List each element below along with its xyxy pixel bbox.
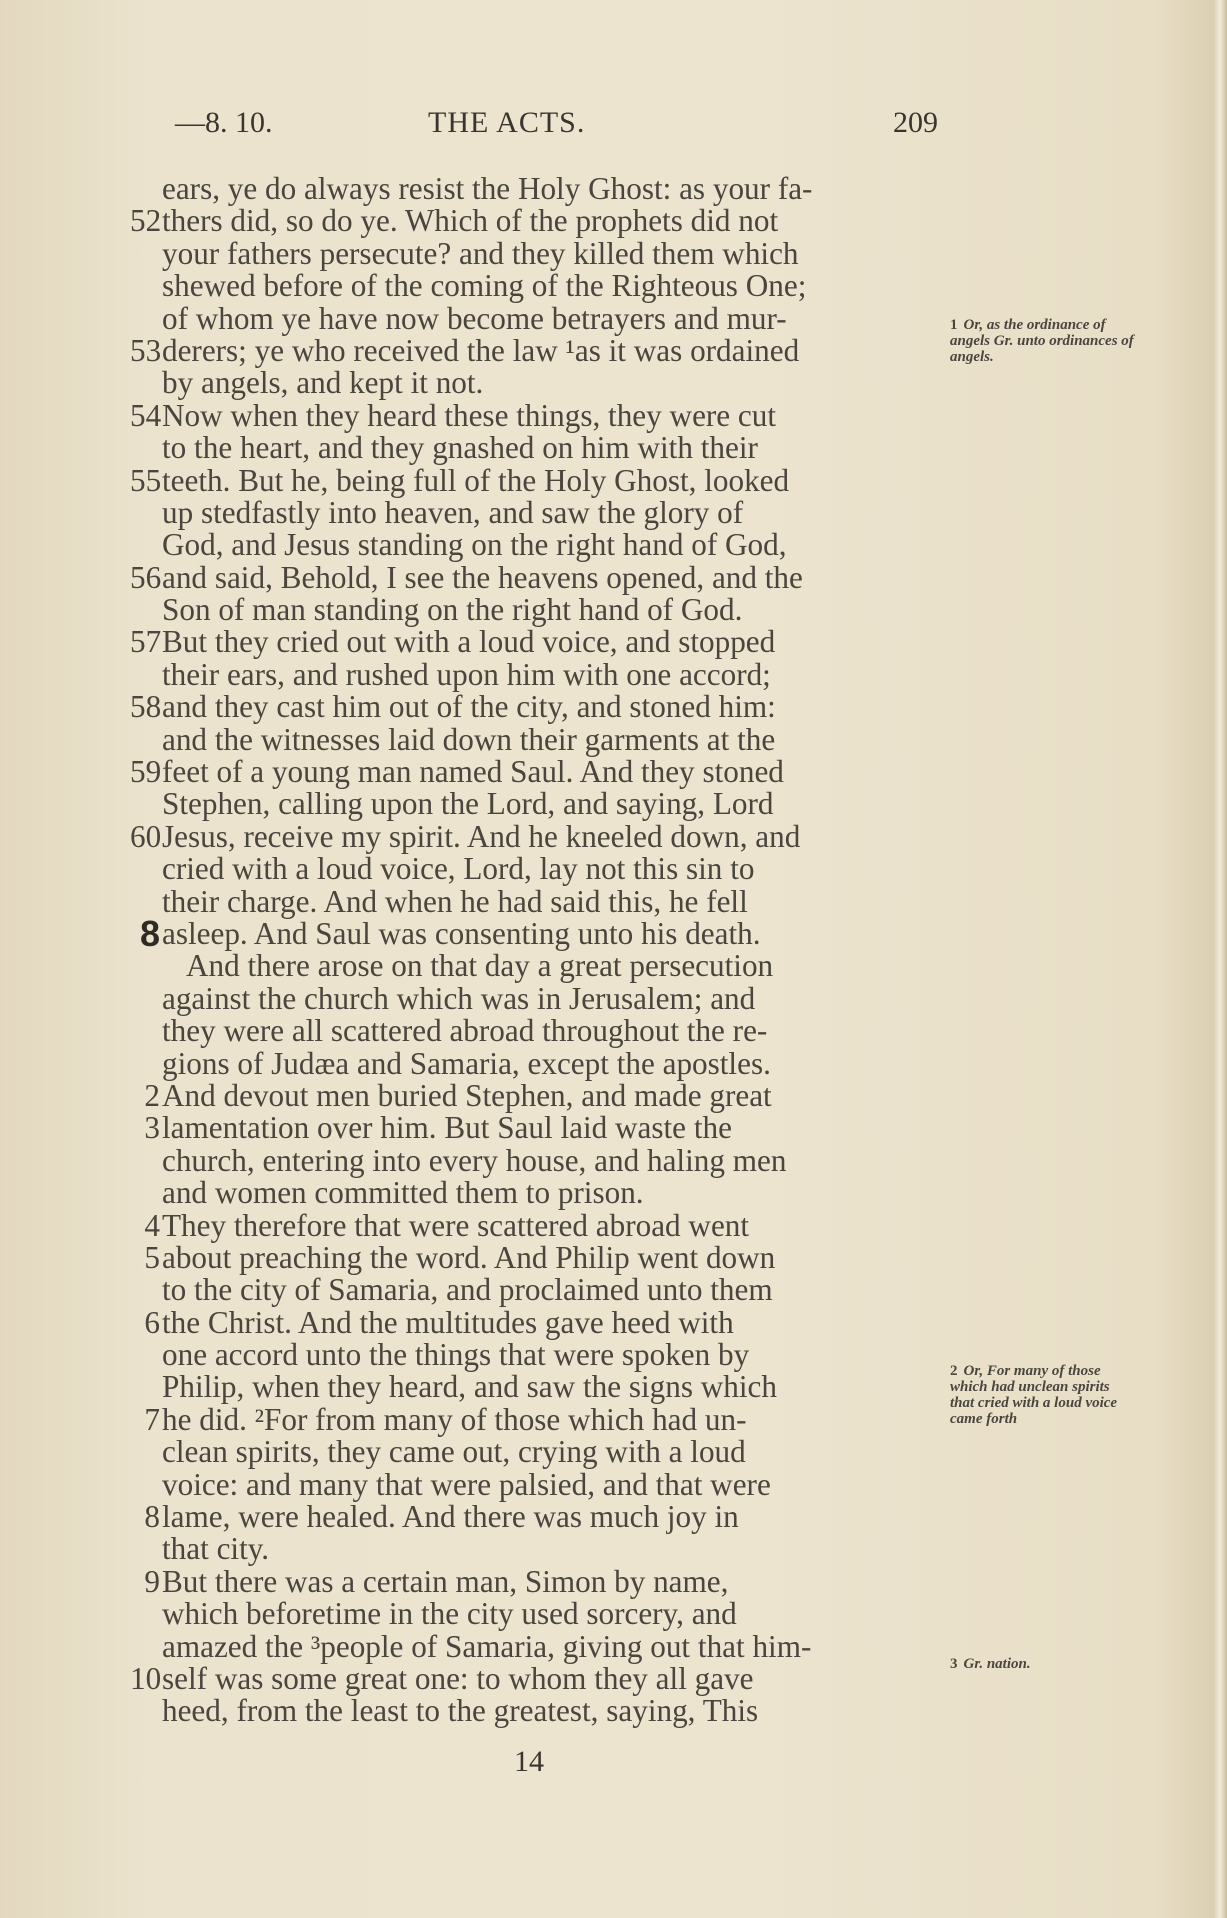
signature-mark: 14 — [514, 1745, 544, 1778]
line-text: one accord unto the things that were spoken by — [162, 1337, 750, 1373]
header-page-number: 209 — [893, 106, 938, 139]
line-text: and the witnesses laid down their garments at the — [162, 721, 776, 757]
verse-number: 56 — [130, 559, 162, 595]
margin-note-2 — [950, 1363, 1135, 1427]
line-text: lame, were healed. And there was much joy in — [162, 1499, 739, 1535]
text-line — [130, 1045, 940, 1081]
text-line — [130, 332, 940, 368]
text-line — [130, 1533, 940, 1565]
note-text: Or, For many of those which had unclean spirits that cried with a loud voice came forth — [950, 1363, 1118, 1427]
line-text: church, entering into every house, and haling men — [162, 1142, 787, 1178]
page-edge — [1213, 0, 1227, 1918]
line-text: They therefore that were scattered abroad went — [162, 1207, 750, 1243]
text-line — [130, 173, 940, 205]
line-text: which beforetime in the city used sorcery, and — [162, 1596, 737, 1632]
text-line — [130, 1466, 940, 1502]
verse-number: 3 — [144, 1110, 160, 1146]
verse-number: 53 — [130, 332, 162, 368]
line-text: their ears, and rushed upon him with one accord; — [162, 656, 771, 692]
line-text: their charge. And when he had said this, he fell — [162, 883, 748, 919]
text-line — [130, 1598, 940, 1630]
line-text: of whom ye have now become betrayers and mur- — [162, 300, 787, 336]
verse-number: 60 — [130, 818, 162, 854]
text-line — [130, 1501, 940, 1533]
text-line — [130, 756, 940, 788]
line-text: And devout men buried Stephen, and made great — [162, 1077, 772, 1113]
text-line — [130, 1371, 940, 1403]
text-line — [130, 980, 940, 1016]
line-text: and said, Behold, I see the heavens opened, and the — [162, 559, 803, 595]
text-line — [130, 691, 940, 723]
verse-number: 6 — [144, 1304, 160, 1340]
header-book-title: THE ACTS. — [428, 106, 586, 139]
line-text: about preaching the word. And Philip went down — [162, 1239, 776, 1275]
text-line — [130, 1628, 940, 1664]
text-line — [130, 1207, 940, 1243]
verse-number: 7 — [144, 1401, 160, 1437]
margin-note-3 — [950, 1656, 1135, 1672]
text-line — [130, 1015, 940, 1047]
text-line — [130, 494, 940, 530]
line-text: Jesus, receive my spirit. And he kneeled down, and — [162, 818, 801, 854]
text-line — [130, 1112, 940, 1144]
text-line — [130, 626, 940, 658]
verse-number: 8 — [144, 1499, 160, 1535]
text-line — [130, 1339, 940, 1371]
note-text: Or, as the ordinance of angels Gr. unto ordinances of angels. — [950, 317, 1134, 365]
line-text: asleep. And Saul was consenting unto his death. — [162, 915, 761, 951]
line-text: that city. — [162, 1531, 270, 1567]
text-line — [130, 853, 940, 885]
text-line — [130, 205, 940, 237]
text-line — [130, 1304, 940, 1340]
text-line — [130, 559, 940, 595]
line-text: And there arose on that day a great persecution — [186, 948, 774, 984]
verse-number: 52 — [130, 203, 162, 239]
line-text: God, and Jesus standing on the right hand of God, — [162, 527, 787, 563]
line-text: up stedfastly into heaven, and saw the glory of — [162, 494, 744, 530]
line-text: voice: and many that were palsied, and that were — [162, 1466, 771, 1502]
scripture-text — [130, 173, 940, 1728]
line-text: and women committed them to prison. — [162, 1175, 644, 1211]
line-text: amazed the ³people of Samaria, giving out that him- — [162, 1628, 812, 1664]
note-marker: 2 — [950, 1363, 958, 1379]
verse-number: 2 — [144, 1077, 160, 1113]
verse-number: 4 — [144, 1207, 160, 1243]
line-text: ears, ye do always resist the Holy Ghost: as your fa- — [162, 171, 813, 206]
line-text: cried with a loud voice, Lord, lay not this sin to — [162, 851, 755, 887]
text-line — [130, 1436, 940, 1468]
text-line — [130, 1077, 940, 1113]
text-line — [130, 367, 940, 399]
line-text: teeth. But he, being full of the Holy Ghost, looked — [162, 462, 790, 498]
line-text: and they cast him out of the city, and stoned him: — [162, 689, 776, 725]
text-line — [130, 594, 940, 626]
text-line — [130, 721, 940, 757]
verse-number: 55 — [130, 462, 162, 498]
text-line — [130, 1401, 940, 1437]
line-text: by angels, and kept it not. — [162, 365, 484, 401]
text-line — [130, 1177, 940, 1209]
line-text: clean spirits, they came out, crying with a loud — [162, 1434, 746, 1470]
text-line — [130, 788, 940, 820]
line-text: self was some great one: to whom they all gave — [162, 1660, 754, 1696]
text-line — [130, 912, 940, 954]
line-text: lamentation over him. But Saul laid waste the — [162, 1110, 732, 1146]
text-line — [130, 1563, 940, 1599]
running-header — [0, 106, 1227, 146]
line-text: thers did, so do ye. Which of the prophets did not — [162, 203, 779, 239]
line-text: against the church which was in Jerusalem; and — [162, 980, 756, 1016]
line-text: your fathers persecute? and they killed them which — [162, 235, 799, 271]
text-line — [130, 1274, 940, 1306]
verse-number: 59 — [130, 754, 162, 790]
line-text: he did. ²For from many of those which had un- — [162, 1401, 747, 1437]
text-line — [130, 950, 940, 982]
line-text: to the heart, and they gnashed on him with their — [162, 430, 758, 466]
text-line — [130, 529, 940, 561]
text-line — [130, 818, 940, 854]
text-line — [130, 883, 940, 919]
line-text: heed, from the least to the greatest, saying, This — [162, 1693, 759, 1729]
text-line — [130, 656, 940, 692]
line-text: Son of man standing on the right hand of God. — [162, 592, 743, 628]
text-line — [130, 432, 940, 464]
verse-number: 58 — [130, 689, 162, 725]
header-chapter-ref: —8. 10. — [175, 106, 273, 139]
line-text: Now when they heard these things, they were cut — [162, 397, 777, 433]
line-text: derers; ye who received the law ¹as it was ordained — [162, 332, 800, 368]
note-text: Gr. nation. — [963, 1656, 1031, 1672]
text-line — [130, 235, 940, 271]
verse-number: 57 — [130, 624, 162, 660]
line-text: feet of a young man named Saul. And they stoned — [162, 754, 784, 790]
line-text: Philip, when they heard, and saw the signs which — [162, 1369, 777, 1405]
verse-number: 54 — [130, 397, 162, 433]
text-line — [130, 462, 940, 498]
line-text: to the city of Samaria, and proclaimed unto them — [162, 1272, 773, 1308]
verse-number: 10 — [130, 1660, 162, 1696]
line-text: shewed before of the coming of the Righteous One; — [162, 268, 807, 304]
line-text: gions of Judæa and Samaria, except the apostles. — [162, 1045, 771, 1081]
note-marker: 1 — [950, 317, 958, 333]
line-text: the Christ. And the multitudes gave heed with — [162, 1304, 734, 1340]
chapter-number: 8 — [139, 912, 160, 954]
margin-note-1 — [950, 317, 1135, 365]
verse-number: 9 — [144, 1563, 160, 1599]
text-line — [130, 1239, 940, 1275]
line-text: Stephen, calling upon the Lord, and saying, Lord — [162, 786, 774, 822]
text-line — [130, 270, 940, 302]
text-line — [130, 1142, 940, 1178]
text-line — [130, 397, 940, 433]
text-line — [130, 300, 940, 336]
line-text: But they cried out with a loud voice, and stopped — [162, 624, 776, 660]
verse-number: 5 — [144, 1239, 160, 1275]
text-line — [130, 1695, 940, 1727]
line-text: they were all scattered abroad throughout the re- — [162, 1013, 768, 1049]
line-text: But there was a certain man, Simon by name, — [162, 1563, 729, 1599]
note-marker: 3 — [950, 1656, 958, 1672]
text-line — [130, 1660, 940, 1696]
